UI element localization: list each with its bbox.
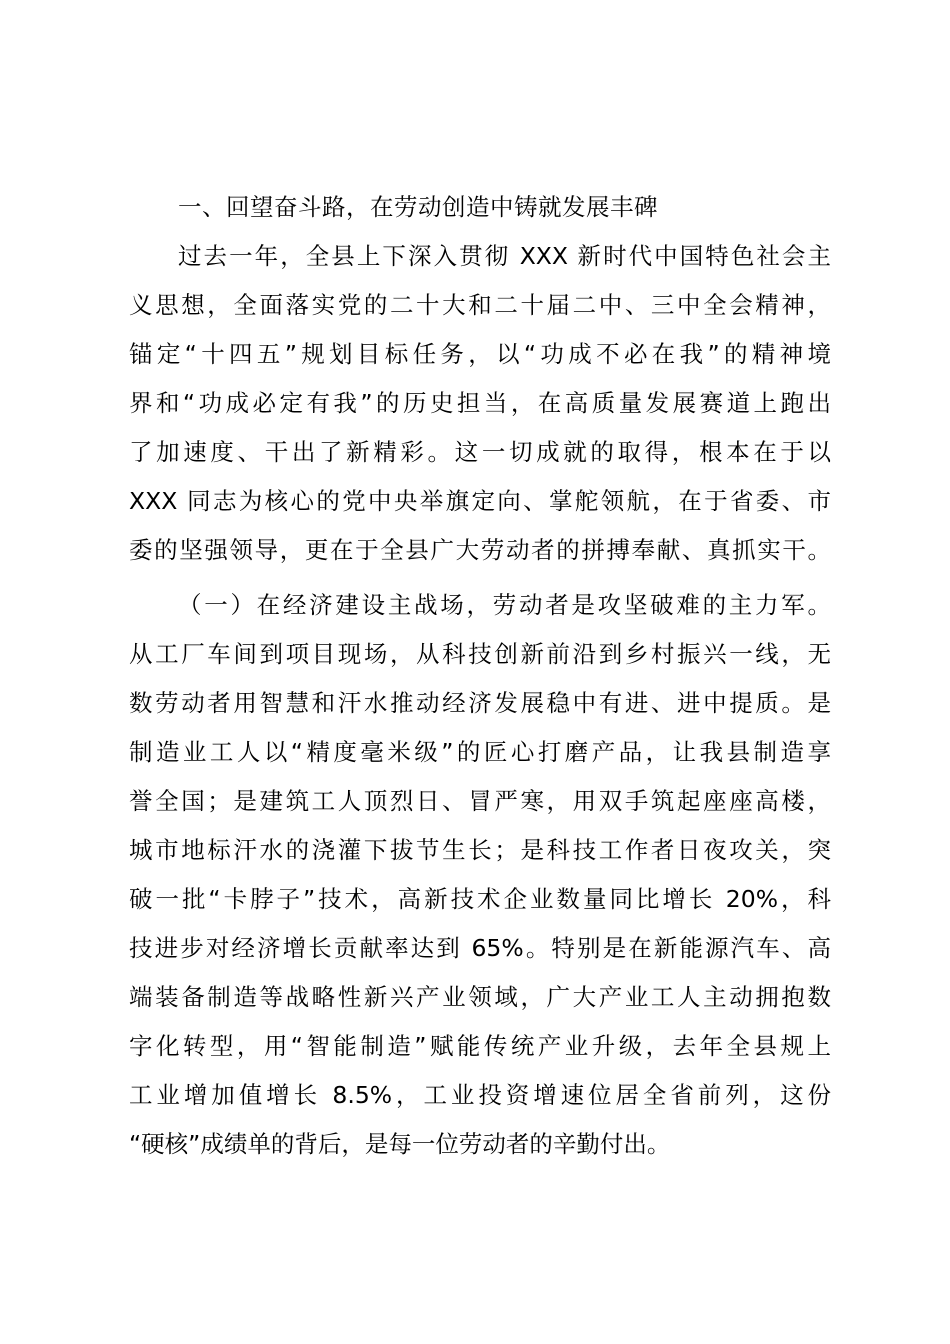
paragraph-line: 义思想，全面落实党的二十大和二十届二中、三中全会精神， [129, 291, 831, 319]
paragraph-line: 锚定“十四五”规划目标任务，以“功成不必在我”的精神境 [129, 340, 831, 368]
paragraph-line: 字化转型，用“智能制造”赋能传统产业升级，去年全县规上 [129, 1032, 831, 1060]
paragraph-line: 从工厂车间到项目现场，从科技创新前沿到乡村振兴一线，无 [129, 640, 831, 668]
paragraph-line: 端装备制造等战略性新兴产业领域，广大产业工人主动拥抱数 [129, 983, 831, 1011]
paragraph-line: XXX 同志为核心的党中央举旗定向、掌舵领航，在于省委、市 [129, 487, 831, 515]
paragraph-line: 破一批“卡脖子”技术，高新技术企业数量同比增长 20%，科 [129, 885, 831, 913]
paragraph-line: （一）在经济建设主战场，劳动者是攻坚破难的主力军。 [178, 591, 831, 619]
paragraph-line: 委的坚强领导，更在于全县广大劳动者的拼搏奉献、真抓实干。 [129, 536, 831, 564]
paragraph-line: 了加速度、干出了新精彩。这一切成就的取得，根本在于以 [129, 438, 831, 466]
paragraph-line: 界和“功成必定有我”的历史担当，在高质量发展赛道上跑出 [129, 389, 831, 417]
paragraph-line: 城市地标汗水的浇灌下拔节生长；是科技工作者日夜攻关，突 [129, 836, 831, 864]
paragraph-line: “硬核”成绩单的背后，是每一位劳动者的辛勤付出。 [129, 1130, 671, 1158]
section-heading: 一、回望奋斗路，在劳动创造中铸就发展丰碑 [178, 193, 658, 221]
paragraph-line: 过去一年，全县上下深入贯彻 XXX 新时代中国特色社会主 [178, 242, 831, 270]
paragraph-line: 工业增加值增长 8.5%，工业投资增速位居全省前列，这份 [129, 1081, 831, 1109]
paragraph-line: 制造业工人以“精度毫米级”的匠心打磨产品，让我县制造享 [129, 738, 831, 766]
paragraph-line: 誉全国；是建筑工人顶烈日、冒严寒，用双手筑起座座高楼， [129, 787, 831, 815]
paragraph-line: 数劳动者用智慧和汗水推动经济发展稳中有进、进中提质。是 [129, 689, 831, 717]
paragraph-line: 技进步对经济增长贡献率达到 65%。特别是在新能源汽车、高 [129, 934, 831, 962]
